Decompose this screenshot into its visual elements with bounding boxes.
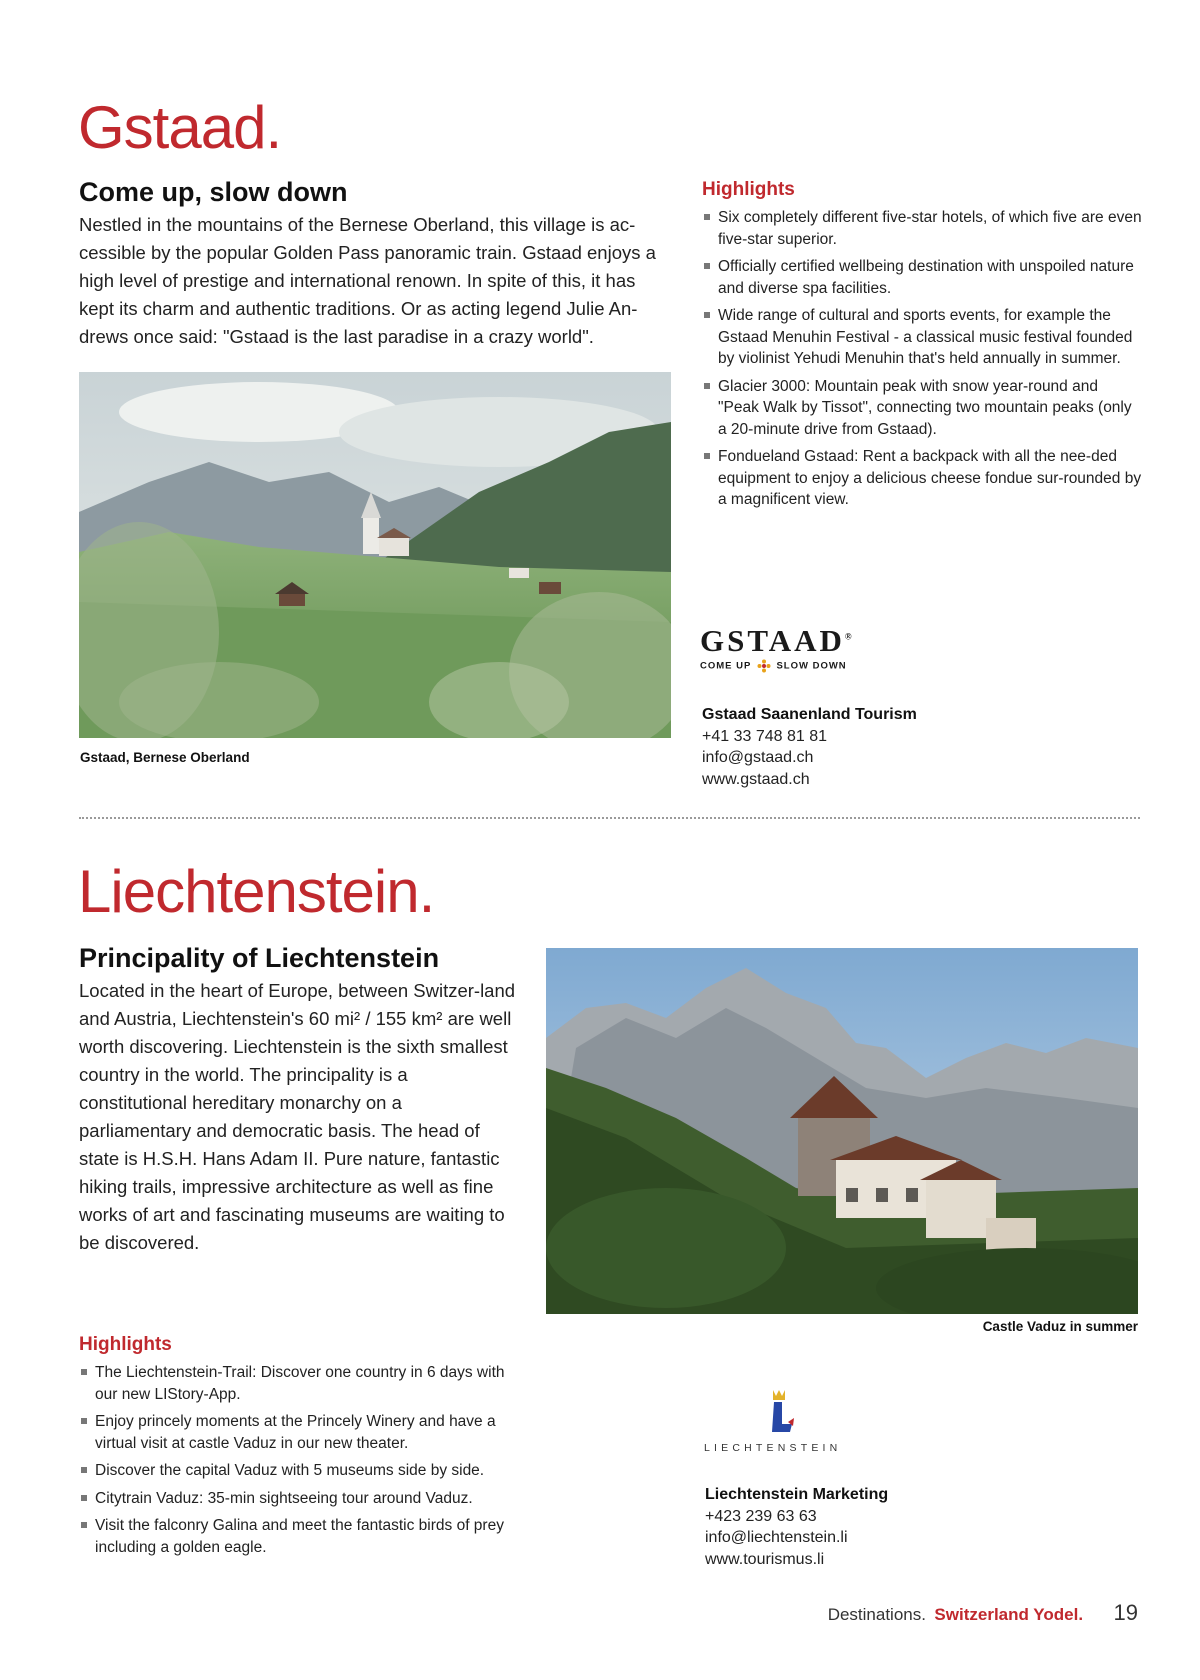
gstaad-logo-reg: ® bbox=[844, 631, 855, 642]
liechtenstein-photo bbox=[546, 948, 1138, 1314]
contact-website[interactable]: www.gstaad.ch bbox=[702, 770, 810, 788]
edelweiss-icon bbox=[757, 659, 771, 673]
contact-org: Liechtenstein Marketing bbox=[705, 1486, 889, 1503]
footer-brand: Switzerland Yodel. bbox=[934, 1605, 1084, 1624]
gstaad-logo-wordmark: GSTAAD bbox=[700, 623, 845, 658]
highlight-item: Visit the falconry Galina and meet the fantastic birds of prey including a golden eagle. bbox=[79, 1515, 519, 1558]
liechtenstein-crown-l-icon bbox=[763, 1388, 874, 1438]
page-footer bbox=[828, 1600, 1138, 1626]
gstaad-photo-caption: Gstaad, Bernese Oberland bbox=[80, 750, 250, 765]
gstaad-logo-tagline-right: SLOW DOWN bbox=[776, 660, 847, 672]
highlight-item: Glacier 3000: Mountain peak with snow year-round and "Peak Walk by Tissot", connecting two mountain peaks (only a 20-minute drive from Gstaad). bbox=[702, 376, 1142, 441]
liechtenstein-logo-wordmark: LIECHTENSTEIN bbox=[704, 1442, 842, 1454]
footer-section: Destinations. bbox=[827, 1605, 926, 1624]
contact-website[interactable]: www.tourismus.li bbox=[705, 1550, 825, 1568]
contact-phone[interactable]: +423 239 63 63 bbox=[705, 1507, 817, 1525]
gstaad-logo-tagline-left: COME UP bbox=[700, 660, 752, 672]
highlight-item: Citytrain Vaduz: 35-min sightseeing tour around Vaduz. bbox=[79, 1488, 519, 1510]
liechtenstein-intro: Located in the heart of Europe, between Switzer-land and Austria, Liechtenstein's 60 mi² / 155 km² are well worth discovering. Liechtenstein is the sixth smallest country in the world. The principality is a constitutional hereditary monarchy on a parliamentary and democratic basis. The head of state is H.S.H. Hans Adam II. Pure nature, fantastic hiking trails, impressive architecture as well as fine works of art and fascinating museums are waiting to be discovered. bbox=[79, 980, 516, 1253]
liechtenstein-logo bbox=[704, 1388, 874, 1464]
contact-phone[interactable]: +41 33 748 81 81 bbox=[702, 727, 828, 745]
gstaad-intro: Nestled in the mountains of the Bernese Oberland, this village is ac-cessible by the popular Golden Pass panoramic train. Gstaad enjoys a high level of prestige and international renown. In spite of this, it has kept its charm and authentic traditions. Or as acting legend Julie An-drews once said: "Gstaad is the last paradise in a crazy world". bbox=[79, 214, 656, 347]
gstaad-contact bbox=[702, 704, 917, 790]
gstaad-highlights-list bbox=[702, 207, 1142, 517]
liechtenstein-highlights-list bbox=[79, 1362, 519, 1564]
gstaad-logo bbox=[700, 625, 880, 675]
gstaad-photo bbox=[79, 372, 671, 738]
gstaad-title: Gstaad. bbox=[78, 94, 282, 161]
liechtenstein-photo-caption: Castle Vaduz in summer bbox=[982, 1319, 1138, 1334]
highlight-item: Fondueland Gstaad: Rent a backpack with all the nee-ded equipment to enjoy a delicious cheese fondue sur-rounded by a magnificent view. bbox=[702, 446, 1142, 511]
highlight-item: The Liechtenstein-Trail: Discover one country in 6 days with our new LIStory-App. bbox=[79, 1362, 519, 1405]
highlight-item: Six completely different five-star hotels, of which five are even five-star superior. bbox=[702, 207, 1142, 250]
highlight-item: Wide range of cultural and sports events, for example the Gstaad Menuhin Festival - a classical music festival founded by violinist Yehudi Menuhin that's held annually in summer. bbox=[702, 305, 1142, 370]
gstaad-subtitle: Come up, slow down bbox=[79, 177, 348, 207]
liechtenstein-title: Liechtenstein. bbox=[78, 858, 435, 925]
highlight-item: Enjoy princely moments at the Princely Winery and have a virtual visit at castle Vaduz in our new theater. bbox=[79, 1411, 519, 1454]
liechtenstein-subtitle: Principality of Liechtenstein bbox=[79, 943, 440, 973]
highlight-item: Discover the capital Vaduz with 5 museums side by side. bbox=[79, 1460, 519, 1482]
contact-email[interactable]: info@liechtenstein.li bbox=[705, 1529, 848, 1546]
contact-email[interactable]: info@gstaad.ch bbox=[702, 749, 814, 766]
liechtenstein-highlights-title: Highlights bbox=[79, 1334, 172, 1355]
page-number: 19 bbox=[1113, 1600, 1138, 1625]
highlight-item: Officially certified wellbeing destination with unspoiled nature and diverse spa facilities. bbox=[702, 256, 1142, 299]
liechtenstein-contact bbox=[705, 1484, 888, 1570]
section-divider bbox=[79, 817, 1140, 819]
gstaad-highlights-title: Highlights bbox=[702, 179, 795, 200]
contact-org: Gstaad Saanenland Tourism bbox=[702, 706, 917, 723]
